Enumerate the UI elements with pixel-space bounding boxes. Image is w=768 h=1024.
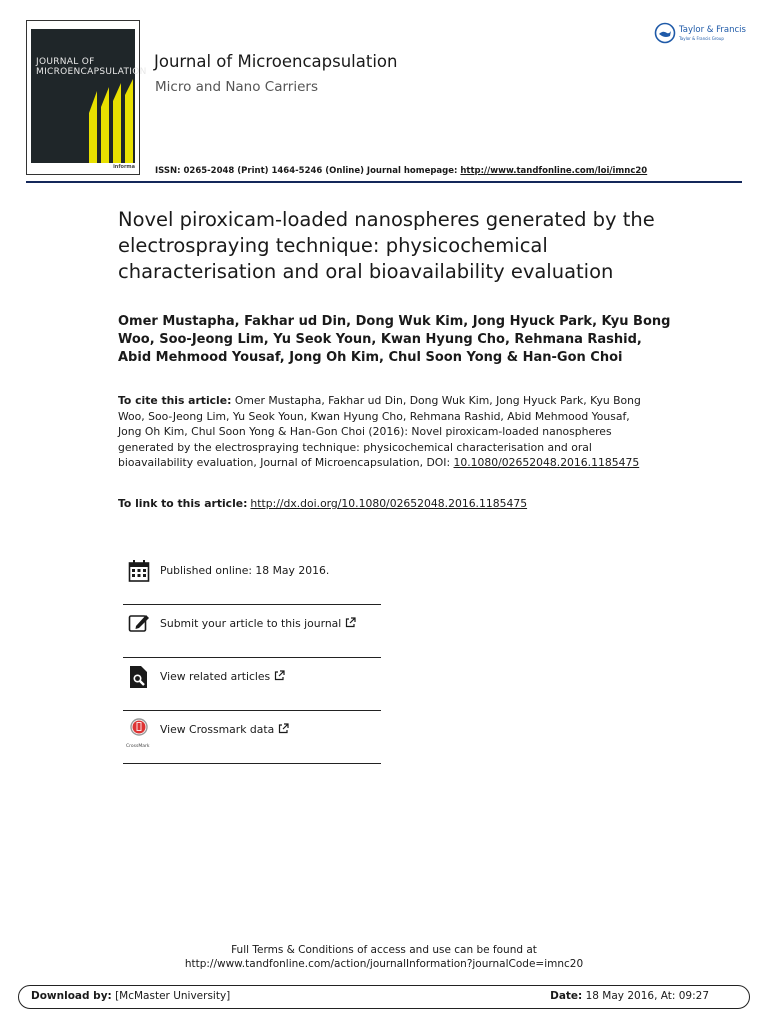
header-divider	[26, 181, 742, 183]
citation-block	[118, 393, 648, 471]
crossmark-row[interactable]	[123, 711, 381, 764]
article-authors: Omer Mustapha, Fakhar ud Din, Dong Wuk Kim, Jong Hyuck Park, Kyu Bong Woo, Soo-Jeong Lim, Yu Seok Youn, Kwan Hyung Cho, Rehmana Rashid, Abid Mehmood Yousaf, Jong Oh Kim, Chul Soon Yong & Han-Gon Choi	[118, 314, 671, 365]
article-link-block	[118, 496, 678, 511]
terms-line-2: http://www.tandfonline.com/action/journalInformation?journalCode=imnc20	[184, 958, 584, 970]
download-info-bar	[18, 985, 750, 1009]
terms-notice	[0, 943, 768, 971]
terms-line-1: Full Terms & Conditions of access and use can be found at	[231, 944, 537, 956]
published-date: Published online: 18 May 2016.	[160, 564, 330, 577]
download-by: Download by: [McMaster University]	[31, 990, 231, 1002]
download-date: Date: 18 May 2016, At: 09:27	[550, 990, 709, 1002]
issn-line	[155, 166, 647, 176]
crossmark-badge-text: CrossMark	[126, 744, 150, 749]
crossmark-icon	[128, 718, 150, 742]
issn-text: ISSN: 0265-2048 (Print) 1464-5246 (Online) Journal homepage:	[155, 166, 461, 176]
calendar-icon	[128, 559, 150, 583]
external-link-icon	[278, 723, 289, 734]
publisher-group: Taylor & Francis Group	[679, 36, 724, 41]
cover-title: JOURNAL OF MICROENCAPSULATION	[36, 57, 147, 77]
submit-article-link[interactable]: Submit your article to this journal	[160, 617, 356, 630]
article-title: Novel piroxicam-loaded nanospheres generated by the electrospraying technique: physicochemical characterisation and oral bioavailability evaluation	[118, 208, 655, 283]
cover-artwork	[31, 29, 147, 163]
citation-label: To cite this article:	[118, 394, 232, 407]
related-articles-row[interactable]	[123, 658, 381, 711]
search-document-icon	[128, 665, 150, 689]
journal-subtitle: Micro and Nano Carriers	[155, 79, 318, 95]
publisher-logo-icon	[654, 22, 676, 44]
crossmark-link[interactable]: View Crossmark data	[160, 723, 289, 736]
published-row	[123, 552, 381, 605]
article-actions	[123, 552, 381, 764]
publisher-name: Taylor & Francis	[679, 25, 746, 35]
article-link-label: To link to this article:	[118, 497, 248, 510]
external-link-icon	[274, 670, 285, 681]
citation-doi-link[interactable]: 10.1080/02652048.2016.1185475	[453, 456, 640, 469]
external-link-icon	[345, 617, 356, 628]
journal-homepage-link[interactable]: http://www.tandfonline.com/loi/imnc20	[460, 166, 648, 176]
cover-publisher: informa	[113, 164, 135, 170]
publisher-logo	[654, 22, 750, 48]
submit-article-row[interactable]	[123, 605, 381, 658]
article-doi-link[interactable]: http://dx.doi.org/10.1080/02652048.2016.1185475	[250, 497, 528, 510]
citation-text: Omer Mustapha, Fakhar ud Din, Dong Wuk Kim, Jong Hyuck Park, Kyu Bong Woo, Soo-Jeong Lim, Yu Seok Youn, Kwan Hyung Cho, Rehmana Rashid, Abid Mehmood Yousaf, Jong Oh Kim, Chul Soon Yong & Han-Gon Choi (2016): Novel piroxicam-loaded nanospheres generated by the electrospraying technique: physicochemical characterisation and oral bioavailability evaluation, Journal of Microencapsulation, DOI:	[118, 394, 641, 469]
related-articles-link[interactable]: View related articles	[160, 670, 285, 683]
edit-icon	[128, 612, 150, 636]
journal-cover	[26, 20, 147, 175]
cover-stripes-graphic	[31, 29, 147, 163]
journal-title: Journal of Microencapsulation	[154, 52, 398, 71]
